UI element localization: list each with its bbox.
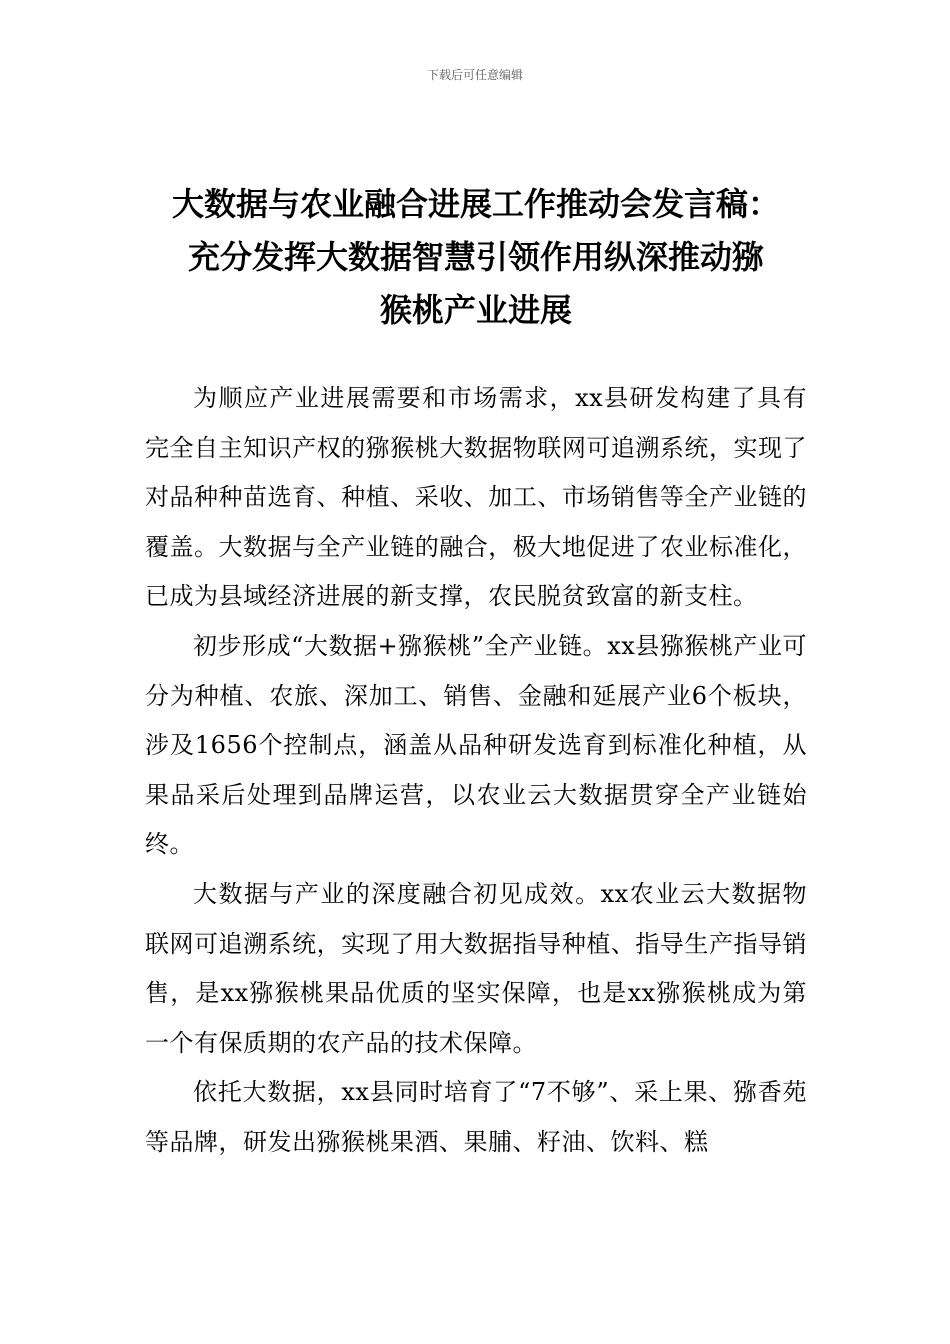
header-note: 下载后可任意编辑 [426, 68, 523, 82]
paragraph-3: 大数据与产业的深度融合初见成效。xx农业云大数据物联网可追溯系统，实现了用大数据指导种植、指导生产指导销售，是xx猕猴桃果品优质的坚实保障，也是xx猕猴桃成为第一个有保质期的农产品的技术保障。 [145, 879, 807, 1057]
paragraph-2: 初步形成“大数据+猕猴桃”全产业链。xx县猕猴桃产业可分为种植、农旅、深加工、销售、金融和延展产业6个板块，涉及1656个控制点，涵盖从品种研发选育到标准化种植，从果品采后处理到品牌运营，以农业云大数据贯穿全产业链始终。 [145, 631, 807, 859]
title-line-1: 大数据与农业融合进展工作推动会发言稿： [171, 185, 780, 223]
title-line-3: 猴桃产业进展 [379, 291, 572, 329]
paragraph-1: 为顺应产业进展需要和市场需求，xx县研发构建了具有完全自主知识产权的猕猴桃大数据物联网可追溯系统，实现了对品种种苗选育、种植、采收、加工、市场销售等全产业链的覆盖。大数据与全产业链的融合，极大地促进了农业标准化，已成为县域经济进展的新支撑，农民脱贫致富的新支柱。 [145, 384, 807, 611]
title-line-2: 充分发挥大数据智慧引领作用纵深推动猕 [187, 238, 764, 276]
document-title [150, 178, 802, 337]
document-body [145, 374, 807, 1168]
paragraph-4: 依托大数据，xx县同时培育了“7不够”、采上果、猕香苑等品牌，研发出猕猴桃果酒、果脯、籽油、饮料、糕 [145, 1078, 807, 1156]
